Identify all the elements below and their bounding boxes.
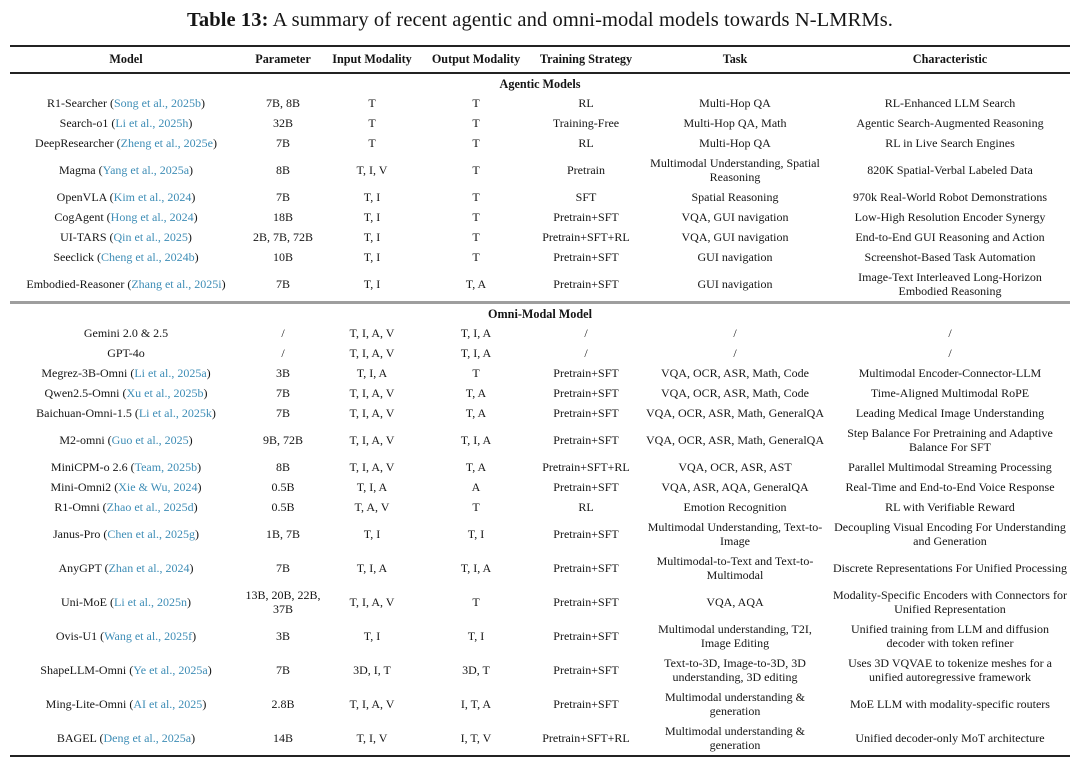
model-cell: Uni-MoE (Li et al., 2025n) bbox=[61, 595, 191, 609]
training-strategy-cell: Pretrain+SFT bbox=[553, 561, 619, 575]
output-modality-cell: T, A bbox=[465, 277, 487, 291]
characteristic-cell: 970k Real-World Robot Demonstrations bbox=[852, 190, 1047, 204]
table-row bbox=[10, 477, 1070, 497]
input-modality-cell: T, I, V bbox=[356, 163, 388, 177]
input-modality-cell: T, I bbox=[363, 527, 381, 541]
model-cell bbox=[10, 323, 242, 343]
training-strategy-cell: SFT bbox=[575, 190, 597, 204]
characteristic-cell: Leading Medical Image Understanding bbox=[855, 406, 1045, 420]
training-strategy-cell: Pretrain+SFT bbox=[553, 433, 619, 447]
citation-link[interactable]: Zhao et al., 2025d bbox=[106, 500, 194, 514]
model-cell: R1-Omni (Zhao et al., 2025d) bbox=[54, 500, 198, 514]
model-name: AnyGPT bbox=[58, 561, 102, 575]
table-container bbox=[10, 45, 1070, 757]
table-header bbox=[10, 46, 1070, 73]
header-row bbox=[10, 46, 1070, 73]
citation-link[interactable]: AI et al., 2025 bbox=[133, 697, 203, 711]
parameter-cell: 7B, 8B bbox=[265, 96, 300, 110]
model-cell: DeepResearcher (Zheng et al., 2025e) bbox=[35, 136, 217, 150]
training-strategy-cell: Pretrain+SFT bbox=[553, 366, 619, 380]
output-modality-cell: T, A bbox=[465, 460, 487, 474]
input-modality-cell: T, I bbox=[363, 210, 381, 224]
model-name: Baichuan-Omni-1.5 bbox=[36, 406, 132, 420]
training-strategy-cell: Pretrain+SFT bbox=[553, 406, 619, 420]
table-row bbox=[10, 227, 1070, 247]
model-cell: Magma (Yang et al., 2025a) bbox=[58, 163, 194, 177]
training-strategy-cell: Pretrain+SFT bbox=[553, 250, 619, 264]
training-strategy-cell: Pretrain+SFT bbox=[553, 663, 619, 677]
parameter-cell: 7B bbox=[275, 663, 290, 677]
citation-link[interactable]: Ye et al., 2025a bbox=[133, 663, 208, 677]
citation-link[interactable]: Team, 2025b bbox=[134, 460, 198, 474]
input-modality-cell: T, I bbox=[363, 277, 381, 291]
citation-link[interactable]: Zhang et al., 2025i bbox=[131, 277, 222, 291]
characteristic-cell: / bbox=[948, 326, 952, 340]
model-cell: Qwen2.5-Omni (Xu et al., 2025b) bbox=[44, 386, 208, 400]
characteristic-cell: End-to-End GUI Reasoning and Action bbox=[855, 230, 1045, 244]
input-modality-cell: T, I, A, V bbox=[349, 326, 395, 340]
parameter-cell: 7B bbox=[275, 406, 290, 420]
output-modality-cell: A bbox=[471, 480, 481, 494]
column-header-output-modality: Output Modality bbox=[420, 46, 532, 73]
model-name: R1-Omni bbox=[54, 500, 100, 514]
input-modality-cell: T, I, A, V bbox=[349, 595, 395, 609]
model-cell: Ming-Lite-Omni (AI et al., 2025) bbox=[45, 697, 207, 711]
characteristic-cell: Unified training from LLM and diffusion decoder with token refiner bbox=[850, 622, 1050, 650]
characteristic-cell: Uses 3D VQVAE to tokenize meshes for a unified autoregressive framework bbox=[848, 656, 1052, 684]
section-header: Omni-Modal Model bbox=[10, 303, 1070, 324]
task-cell: Multimodal Understanding, Text-to-Image bbox=[647, 520, 823, 548]
table-row bbox=[10, 619, 1070, 653]
citation-link[interactable]: Li et al., 2025h bbox=[115, 116, 189, 130]
input-modality-cell: T, I, V bbox=[356, 731, 388, 745]
task-cell: GUI navigation bbox=[697, 277, 773, 291]
task-cell: Multimodal Understanding, Spatial Reasoning bbox=[650, 156, 820, 184]
output-modality-cell: T bbox=[472, 250, 480, 264]
task-cell: Multimodal understanding, T2I, Image Editing bbox=[658, 622, 812, 650]
training-strategy-cell: Pretrain bbox=[567, 163, 605, 177]
citation-link[interactable]: Li et al., 2025k bbox=[138, 406, 212, 420]
citation-link[interactable]: Song et al., 2025b bbox=[113, 96, 201, 110]
output-modality-cell: T, I bbox=[467, 629, 485, 643]
model-cell: Ovis-U1 (Wang et al., 2025f) bbox=[55, 629, 197, 643]
table-row bbox=[10, 187, 1070, 207]
output-modality-cell: 3D, T bbox=[462, 663, 490, 677]
task-cell: Multi-Hop QA, Math bbox=[683, 116, 787, 130]
table-row bbox=[10, 113, 1070, 133]
summary-table bbox=[10, 45, 1070, 757]
output-modality-cell: I, T, A bbox=[460, 697, 492, 711]
task-cell: VQA, GUI navigation bbox=[681, 230, 789, 244]
input-modality-cell: T, I, A, V bbox=[349, 460, 395, 474]
model-cell: R1-Searcher (Song et al., 2025b) bbox=[47, 96, 205, 110]
task-cell: VQA, AQA bbox=[706, 595, 764, 609]
column-header-parameter: Parameter bbox=[242, 46, 324, 73]
output-modality-cell: I, T, V bbox=[460, 731, 492, 745]
parameter-cell: 10B bbox=[272, 250, 293, 264]
characteristic-cell: Step Balance For Pretraining and Adaptive Balance For SFT bbox=[847, 426, 1053, 454]
model-name: MiniCPM-o 2.6 bbox=[50, 460, 128, 474]
citation-link[interactable]: Guo et al., 2025 bbox=[111, 433, 189, 447]
model-cell: M2-omni (Guo et al., 2025) bbox=[59, 433, 193, 447]
characteristic-cell: Decoupling Visual Encoding For Understanding and Generation bbox=[834, 520, 1066, 548]
characteristic-cell: Screenshot-Based Task Automation bbox=[864, 250, 1036, 264]
task-cell: VQA, OCR, ASR, Math, GeneralQA bbox=[646, 406, 824, 420]
characteristic-cell: Low-High Resolution Encoder Synergy bbox=[854, 210, 1046, 224]
task-cell: Emotion Recognition bbox=[683, 500, 787, 514]
output-modality-cell: T bbox=[472, 163, 480, 177]
task-cell: VQA, ASR, AQA, GeneralQA bbox=[661, 480, 809, 494]
citation-link[interactable]: Hong et al., 2024 bbox=[110, 210, 194, 224]
table-row bbox=[10, 383, 1070, 403]
table-row bbox=[10, 343, 1070, 363]
table-row bbox=[10, 323, 1070, 343]
model-name: BAGEL bbox=[56, 731, 97, 745]
output-modality-cell: T bbox=[472, 136, 480, 150]
output-modality-cell: T bbox=[472, 96, 480, 110]
column-header-model: Model bbox=[10, 46, 242, 73]
training-strategy-cell: Pretrain+SFT bbox=[553, 629, 619, 643]
model-cell: ShapeLLM-Omni (Ye et al., 2025a) bbox=[40, 663, 212, 677]
table-row bbox=[10, 551, 1070, 585]
training-strategy-cell: / bbox=[584, 326, 588, 340]
task-cell: GUI navigation bbox=[697, 250, 773, 264]
output-modality-cell: T bbox=[472, 595, 480, 609]
citation-link[interactable]: Xie & Wu, 2024 bbox=[118, 480, 198, 494]
parameter-cell: 8B bbox=[275, 163, 290, 177]
table-row bbox=[10, 423, 1070, 457]
characteristic-cell: Modality-Specific Encoders with Connectors for Unified Representation bbox=[833, 588, 1067, 616]
model-cell: OpenVLA (Kim et al., 2024) bbox=[56, 190, 196, 204]
input-modality-cell: T, I, A, V bbox=[349, 406, 395, 420]
section-row-omni-modal-model bbox=[10, 303, 1070, 324]
model-name: GPT-4o bbox=[107, 346, 145, 360]
table-row bbox=[10, 133, 1070, 153]
input-modality-cell: T, I bbox=[363, 250, 381, 264]
model-cell: Seeclick (Cheng et al., 2024b) bbox=[53, 250, 199, 264]
table-row bbox=[10, 93, 1070, 113]
model-cell: Embodied-Reasoner (Zhang et al., 2025i) bbox=[26, 277, 226, 291]
task-cell: VQA, GUI navigation bbox=[681, 210, 789, 224]
input-modality-cell: T, I bbox=[363, 629, 381, 643]
training-strategy-cell: Pretrain+SFT+RL bbox=[542, 731, 630, 745]
input-modality-cell: T, I bbox=[363, 190, 381, 204]
characteristic-cell: 820K Spatial-Verbal Labeled Data bbox=[867, 163, 1033, 177]
characteristic-cell: Parallel Multimodal Streaming Processing bbox=[848, 460, 1052, 474]
output-modality-cell: T bbox=[472, 116, 480, 130]
model-name: Megrez-3B-Omni bbox=[41, 366, 128, 380]
characteristic-cell: RL in Live Search Engines bbox=[885, 136, 1015, 150]
model-name: Gemini 2.0 & 2.5 bbox=[83, 326, 169, 340]
task-cell: Multi-Hop QA bbox=[699, 136, 771, 150]
task-cell: VQA, OCR, ASR, Math, Code bbox=[660, 366, 809, 380]
parameter-cell: 8B bbox=[275, 460, 290, 474]
training-strategy-cell: Pretrain+SFT bbox=[553, 527, 619, 541]
table-caption bbox=[0, 0, 1080, 32]
parameter-cell: 2.8B bbox=[271, 697, 295, 711]
training-strategy-cell: Pretrain+SFT bbox=[553, 386, 619, 400]
table-row bbox=[10, 363, 1070, 383]
model-name: Magma bbox=[58, 163, 96, 177]
citation-link[interactable]: Wang et al., 2025f bbox=[104, 629, 193, 643]
input-modality-cell: T bbox=[368, 96, 376, 110]
task-cell: VQA, OCR, ASR, AST bbox=[678, 460, 792, 474]
table-row bbox=[10, 585, 1070, 619]
output-modality-cell: T bbox=[472, 366, 480, 380]
output-modality-cell: T bbox=[472, 190, 480, 204]
model-cell: Baichuan-Omni-1.5 (Li et al., 2025k) bbox=[36, 406, 216, 420]
characteristic-cell: Image-Text Interleaved Long-Horizon Embodied Reasoning bbox=[858, 270, 1042, 298]
training-strategy-cell: Training-Free bbox=[552, 116, 620, 130]
section-row-agentic-models bbox=[10, 73, 1070, 93]
parameter-cell: 7B bbox=[275, 386, 290, 400]
model-name: Embodied-Reasoner bbox=[26, 277, 125, 291]
input-modality-cell: T, I, A, V bbox=[349, 346, 395, 360]
input-modality-cell: T, I bbox=[363, 230, 381, 244]
parameter-cell: 7B bbox=[275, 277, 290, 291]
parameter-cell: 0.5B bbox=[271, 480, 295, 494]
parameter-cell: 1B, 7B bbox=[265, 527, 300, 541]
parameter-cell: 7B bbox=[275, 561, 290, 575]
table-body bbox=[10, 73, 1070, 756]
input-modality-cell: T, A, V bbox=[354, 500, 390, 514]
task-cell: / bbox=[733, 326, 737, 340]
characteristic-cell: / bbox=[948, 346, 952, 360]
parameter-cell: / bbox=[281, 346, 285, 360]
table-row bbox=[10, 153, 1070, 187]
citation-link[interactable]: Xu et al., 2025b bbox=[126, 386, 204, 400]
column-header-characteristic: Characteristic bbox=[830, 46, 1070, 73]
training-strategy-cell: RL bbox=[578, 136, 594, 150]
input-modality-cell: 3D, I, T bbox=[353, 663, 391, 677]
citation-link[interactable]: Deng et al., 2025a bbox=[103, 731, 192, 745]
parameter-cell: / bbox=[281, 326, 285, 340]
column-header-task: Task bbox=[640, 46, 830, 73]
input-modality-cell: T, I, A, V bbox=[349, 697, 395, 711]
task-cell: Multimodal-to-Text and Text-to-Multimodal bbox=[656, 554, 814, 582]
model-cell: Search-o1 (Li et al., 2025h) bbox=[59, 116, 193, 130]
model-name: M2-omni bbox=[59, 433, 105, 447]
output-modality-cell: T, I, A bbox=[460, 561, 492, 575]
training-strategy-cell: RL bbox=[578, 96, 594, 110]
output-modality-cell: T, A bbox=[465, 386, 487, 400]
task-cell: VQA, OCR, ASR, Math, Code bbox=[660, 386, 809, 400]
table-caption-text: A summary of recent agentic and omni-modal models towards N-LMRMs. bbox=[272, 9, 894, 31]
model-cell bbox=[10, 343, 242, 363]
characteristic-cell: Time-Aligned Multimodal RoPE bbox=[870, 386, 1030, 400]
model-cell: MiniCPM-o 2.6 (Team, 2025b) bbox=[50, 460, 202, 474]
characteristic-cell: Real-Time and End-to-End Voice Response bbox=[845, 480, 1055, 494]
model-name: R1-Searcher bbox=[47, 96, 107, 110]
output-modality-cell: T, I, A bbox=[460, 346, 492, 360]
table-row bbox=[10, 653, 1070, 687]
characteristic-cell: RL-Enhanced LLM Search bbox=[884, 96, 1016, 110]
parameter-cell: 18B bbox=[272, 210, 293, 224]
model-name: Qwen2.5-Omni bbox=[44, 386, 120, 400]
parameter-cell: 3B bbox=[275, 366, 290, 380]
task-cell: Multi-Hop QA bbox=[699, 96, 771, 110]
task-cell: VQA, OCR, ASR, Math, GeneralQA bbox=[646, 433, 824, 447]
parameter-cell: 7B bbox=[275, 190, 290, 204]
table-row bbox=[10, 721, 1070, 756]
model-name: DeepResearcher bbox=[35, 136, 114, 150]
model-name: Ming-Lite-Omni bbox=[45, 697, 127, 711]
training-strategy-cell: / bbox=[584, 346, 588, 360]
input-modality-cell: T, I, A, V bbox=[349, 386, 395, 400]
citation-link[interactable]: Li et al., 2025a bbox=[134, 366, 207, 380]
model-name: Mini-Omni2 bbox=[50, 480, 112, 494]
table-row bbox=[10, 403, 1070, 423]
parameter-cell: 2B, 7B, 72B bbox=[252, 230, 313, 244]
training-strategy-cell: RL bbox=[578, 500, 594, 514]
table-row bbox=[10, 267, 1070, 303]
task-cell: Multimodal understanding & generation bbox=[665, 690, 805, 718]
input-modality-cell: T, I, A bbox=[356, 480, 388, 494]
training-strategy-cell: Pretrain+SFT bbox=[553, 210, 619, 224]
characteristic-cell: Agentic Search-Augmented Reasoning bbox=[856, 116, 1044, 130]
characteristic-cell: Unified decoder-only MoT architecture bbox=[855, 731, 1045, 745]
output-modality-cell: T, I bbox=[467, 527, 485, 541]
model-name: OpenVLA bbox=[56, 190, 107, 204]
citation-link[interactable]: Zheng et al., 2025e bbox=[120, 136, 213, 150]
training-strategy-cell: Pretrain+SFT bbox=[553, 480, 619, 494]
parameter-cell: 9B, 72B bbox=[262, 433, 303, 447]
model-cell: UI-TARS (Qin et al., 2025) bbox=[60, 230, 192, 244]
model-cell: CogAgent (Hong et al., 2024) bbox=[54, 210, 198, 224]
training-strategy-cell: Pretrain+SFT+RL bbox=[542, 230, 630, 244]
citation-link[interactable]: Yang et al., 2025a bbox=[102, 163, 190, 177]
characteristic-cell: Discrete Representations For Unified Processing bbox=[833, 561, 1067, 575]
citation-link[interactable]: Kim et al., 2024 bbox=[113, 190, 192, 204]
model-name: ShapeLLM-Omni bbox=[40, 663, 127, 677]
citation-link[interactable]: Li et al., 2025n bbox=[114, 595, 187, 609]
model-name: Uni-MoE bbox=[61, 595, 107, 609]
characteristic-cell: Multimodal Encoder-Connector-LLM bbox=[858, 366, 1042, 380]
output-modality-cell: T bbox=[472, 210, 480, 224]
training-strategy-cell: Pretrain+SFT bbox=[553, 277, 619, 291]
input-modality-cell: T bbox=[368, 136, 376, 150]
model-name: Search-o1 bbox=[59, 116, 109, 130]
output-modality-cell: T, A bbox=[465, 406, 487, 420]
parameter-cell: 7B bbox=[275, 136, 290, 150]
model-cell: Mini-Omni2 (Xie & Wu, 2024) bbox=[50, 480, 202, 494]
task-cell: Spatial Reasoning bbox=[691, 190, 779, 204]
model-name: UI-TARS bbox=[60, 230, 107, 244]
output-modality-cell: T bbox=[472, 500, 480, 514]
input-modality-cell: T bbox=[368, 116, 376, 130]
training-strategy-cell: Pretrain+SFT bbox=[553, 595, 619, 609]
parameter-cell: 3B bbox=[275, 629, 290, 643]
input-modality-cell: T, I, A bbox=[356, 366, 388, 380]
model-name: CogAgent bbox=[54, 210, 104, 224]
citation-link[interactable]: Qin et al., 2025 bbox=[113, 230, 188, 244]
table-row bbox=[10, 497, 1070, 517]
parameter-cell: 32B bbox=[272, 116, 293, 130]
column-header-input-modality: Input Modality bbox=[324, 46, 420, 73]
model-name: Ovis-U1 bbox=[55, 629, 98, 643]
model-cell: Megrez-3B-Omni (Li et al., 2025a) bbox=[41, 366, 211, 380]
table-row bbox=[10, 517, 1070, 551]
parameter-cell: 0.5B bbox=[271, 500, 295, 514]
table-caption-label: Table 13: bbox=[186, 9, 269, 31]
output-modality-cell: T, I, A bbox=[460, 433, 492, 447]
model-cell: Janus-Pro (Chen et al., 2025g) bbox=[53, 527, 199, 541]
training-strategy-cell: Pretrain+SFT bbox=[553, 697, 619, 711]
task-cell: / bbox=[733, 346, 737, 360]
parameter-cell: 14B bbox=[272, 731, 293, 745]
input-modality-cell: T, I, A bbox=[356, 561, 388, 575]
input-modality-cell: T, I, A, V bbox=[349, 433, 395, 447]
training-strategy-cell: Pretrain+SFT+RL bbox=[542, 460, 630, 474]
characteristic-cell: MoE LLM with modality-specific routers bbox=[850, 697, 1050, 711]
characteristic-cell: RL with Verifiable Reward bbox=[885, 500, 1015, 514]
model-name: Janus-Pro bbox=[53, 527, 101, 541]
task-cell: Multimodal understanding & generation bbox=[665, 724, 805, 752]
task-cell: Text-to-3D, Image-to-3D, 3D understanding, 3D editing bbox=[664, 656, 806, 684]
output-modality-cell: T bbox=[472, 230, 480, 244]
citation-link[interactable]: Chen et al., 2025g bbox=[107, 527, 195, 541]
citation-link[interactable]: Zhan et al., 2024 bbox=[108, 561, 190, 575]
citation-link[interactable]: Cheng et al., 2024b bbox=[101, 250, 195, 264]
table-row bbox=[10, 687, 1070, 721]
output-modality-cell: T, I, A bbox=[460, 326, 492, 340]
table-row bbox=[10, 247, 1070, 267]
model-name: Seeclick bbox=[53, 250, 94, 264]
column-header-training-strategy: Training Strategy bbox=[532, 46, 640, 73]
parameter-cell: 13B, 20B, 22B, 37B bbox=[245, 588, 321, 616]
table-row bbox=[10, 207, 1070, 227]
model-cell: AnyGPT (Zhan et al., 2024) bbox=[58, 561, 194, 575]
section-header: Agentic Models bbox=[499, 76, 581, 91]
table-row bbox=[10, 457, 1070, 477]
model-cell: BAGEL (Deng et al., 2025a) bbox=[56, 731, 196, 745]
